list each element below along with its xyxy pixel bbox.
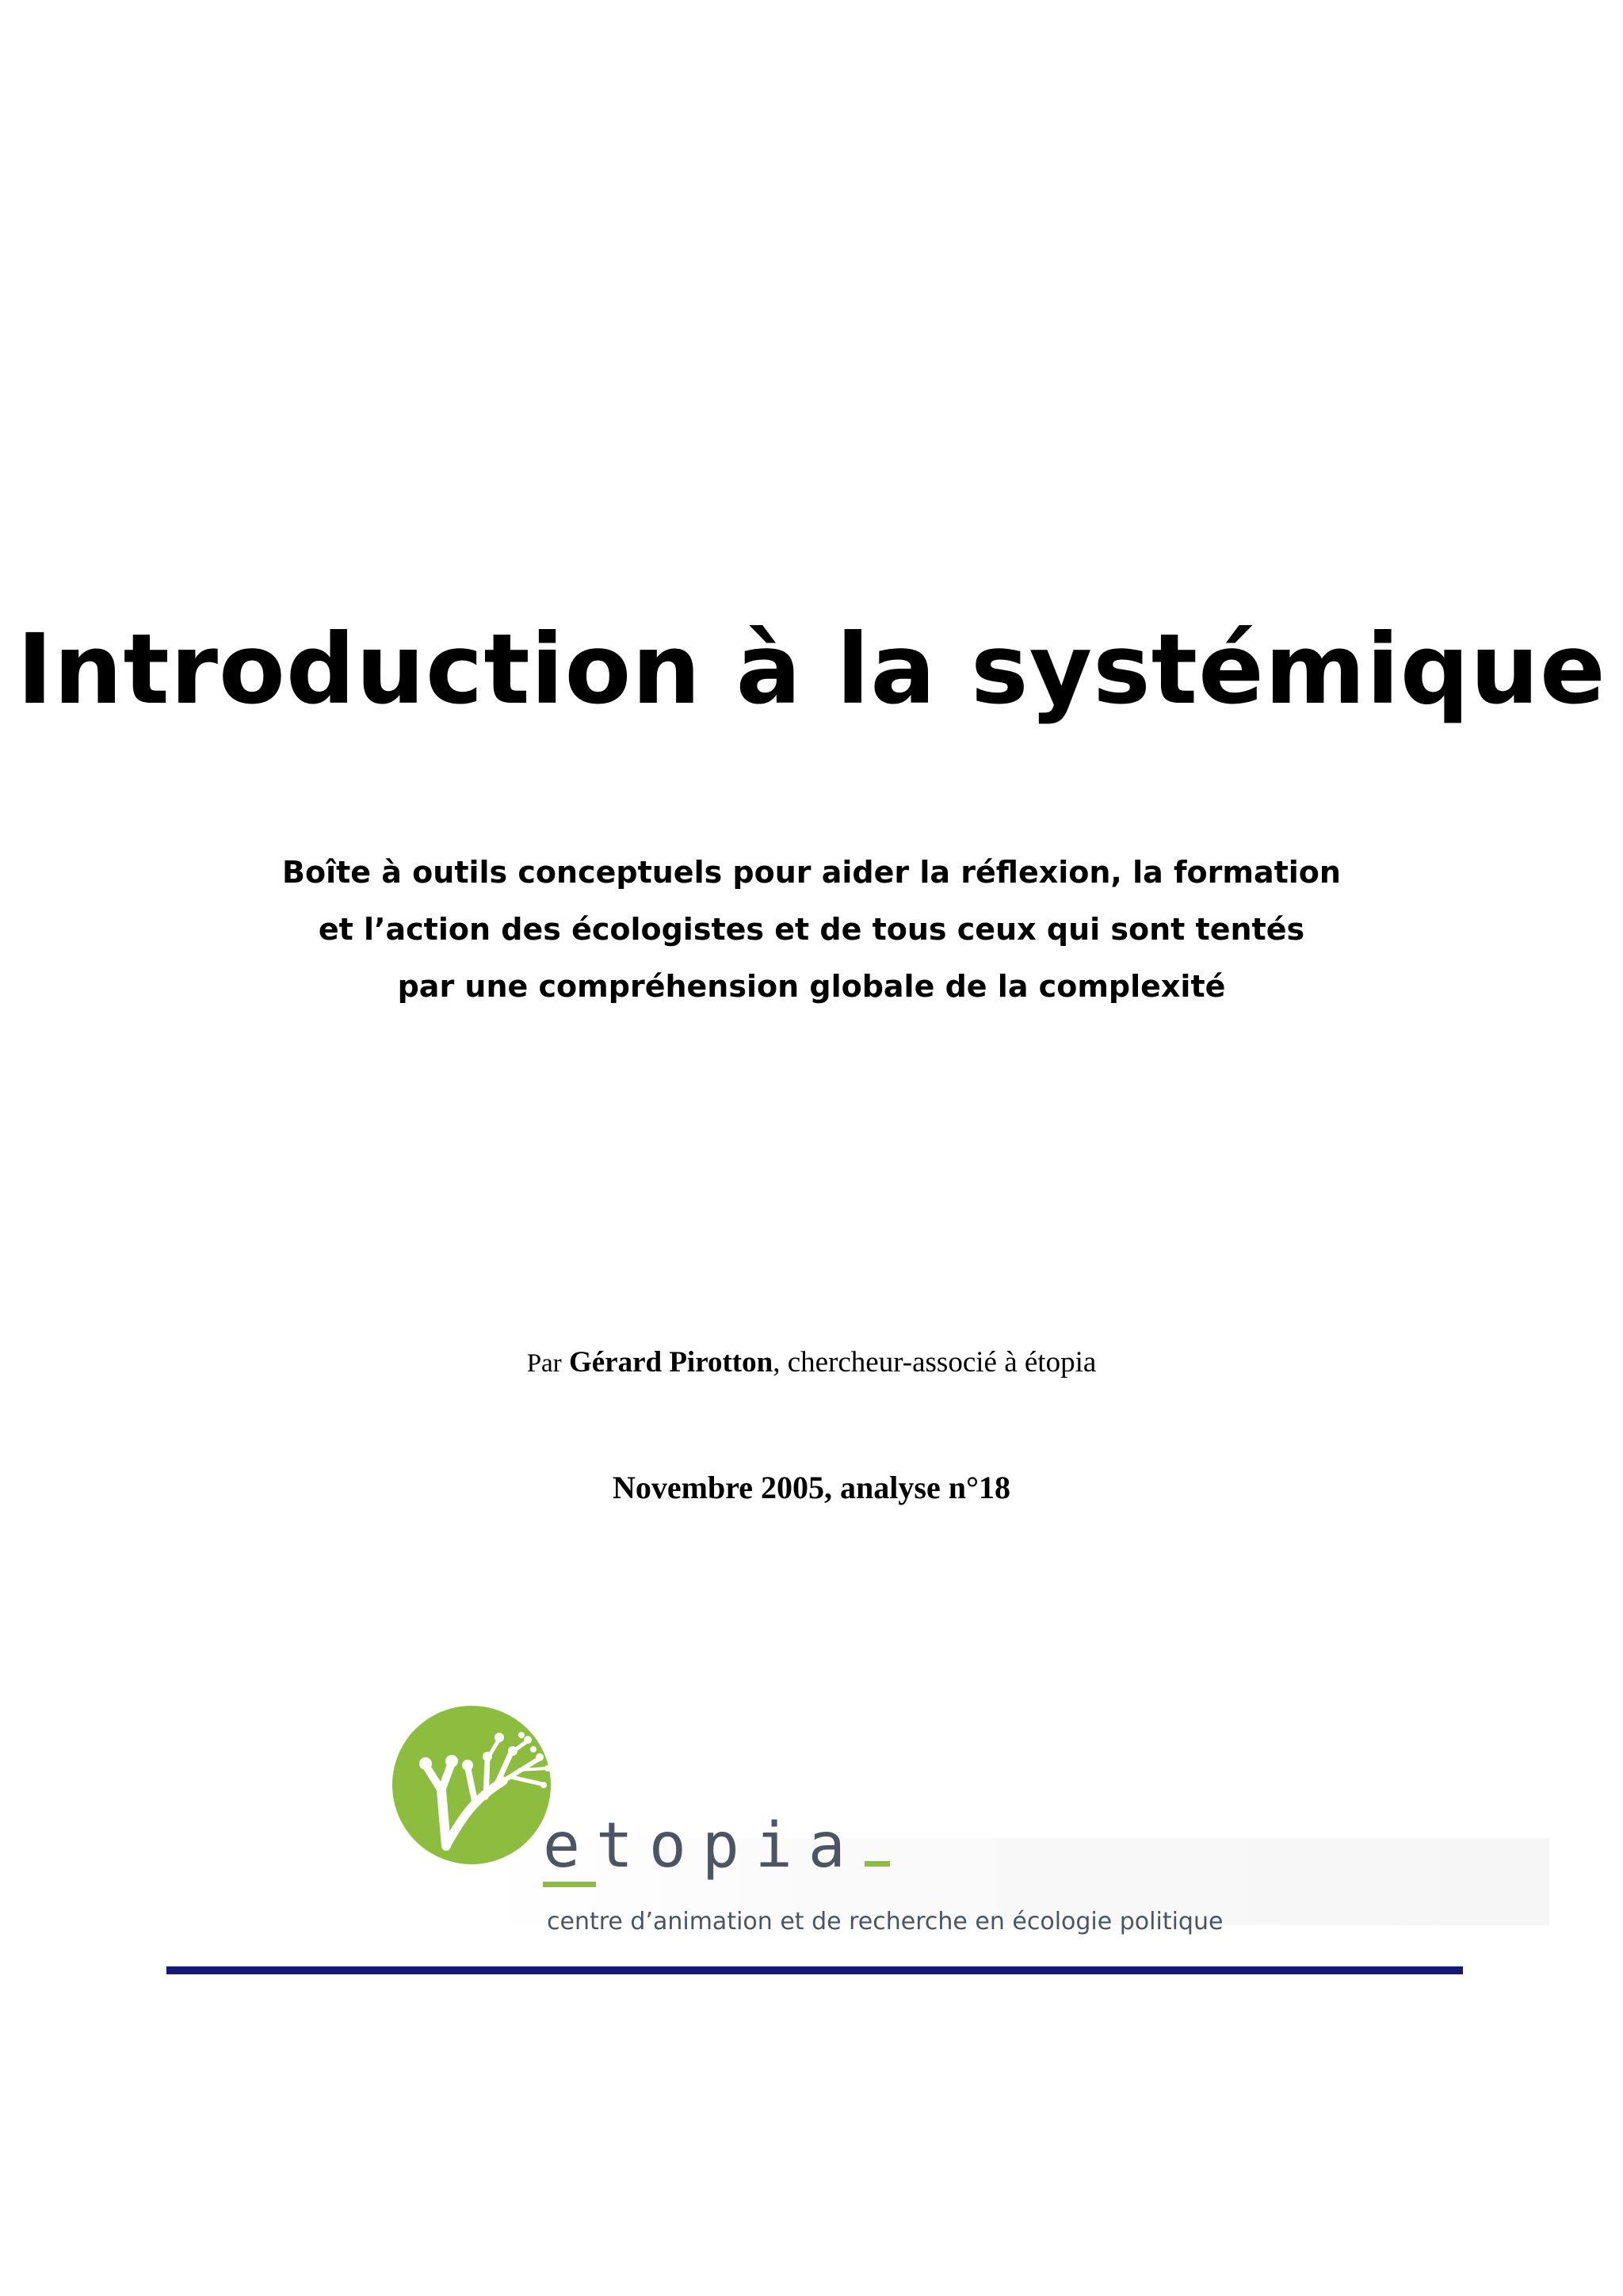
tree-icon (392, 1703, 555, 1866)
byline-prefix: Par (526, 1349, 562, 1378)
publication-date: Novembre 2005, analyse n°18 (613, 1470, 1010, 1505)
logo-tagline: centre d’animation et de recherche en écologie politique (547, 1908, 1224, 1936)
document-title: Introduction à la systémique (17, 613, 1606, 726)
author-affiliation: , chercheur-associé à étopia (773, 1346, 1097, 1379)
etopia-logo (392, 1703, 1224, 1965)
subtitle-line-3: par une compréhension globale de la complexité (397, 969, 1226, 1004)
author-name: Gérard Pirotton (568, 1346, 773, 1379)
subtitle-line-1: Boîte à outils conceptuels pour aider la réflexion, la formation (282, 855, 1341, 890)
footer-divider (166, 1966, 1463, 1974)
logo-wordmark: etopia (543, 1810, 890, 1882)
subtitle-line-2: et l’action des écologistes et de tous ceux qui sont tentés (318, 912, 1305, 947)
byline (0, 1343, 1623, 1383)
document-subtitle (0, 844, 1623, 1015)
